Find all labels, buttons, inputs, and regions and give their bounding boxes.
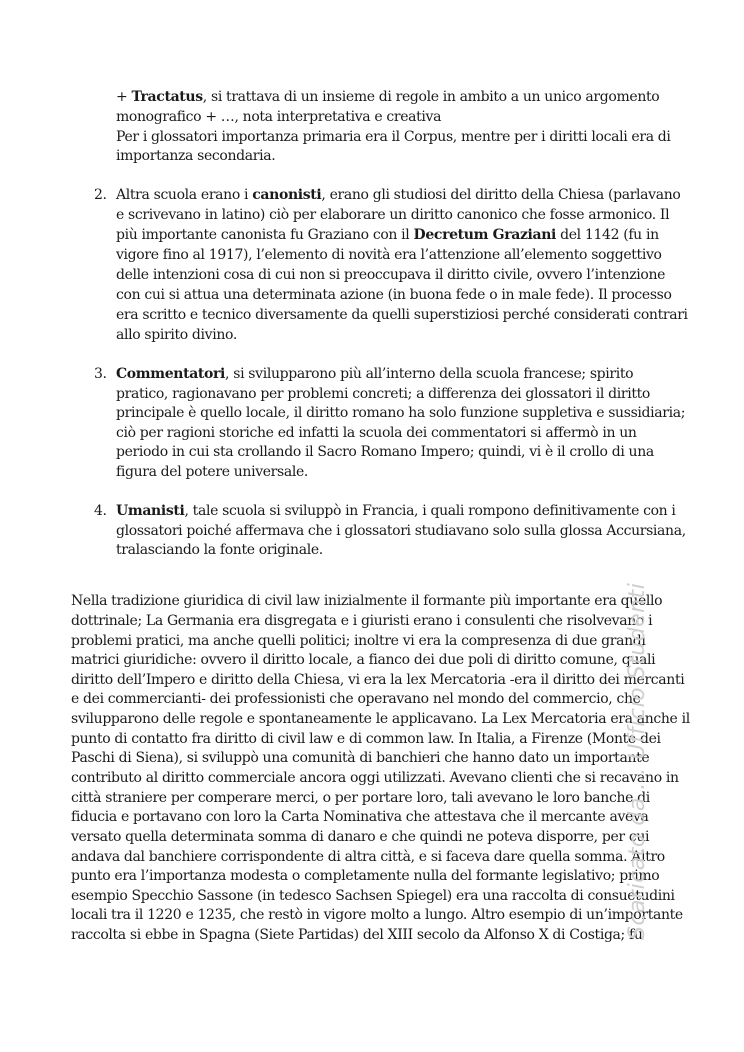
text-line: + Tractatus, si trattava di un insieme di regole in ambito a un unico argomento <box>116 89 660 105</box>
paragraph-line: punto di contatto fra diritto di civil law e di common law. In Italia, a Firenze (Monte dei <box>71 731 661 747</box>
paragraph-line: contributo al diritto commerciale ancora oggi utilizzati. Avevano clienti che si recavano in <box>71 770 679 786</box>
list-item-line: con cui si attua una determinata azione (in buona fede o in male fede). Il processo <box>116 287 672 303</box>
list-number: 4. <box>94 503 107 519</box>
paragraph-line: e dei commercianti- dei professionisti che operavano nel mondo del commercio, che <box>71 691 641 707</box>
paragraph-line: punto era l’importanza modesta o completamente nulla del formante legislativo; primo <box>71 868 660 884</box>
text-line: importanza secondaria. <box>116 148 276 164</box>
paragraph-line: svilupparono delle regole e spontaneamente le applicavano. La Lex Mercatoria era anche il <box>71 711 690 727</box>
list-item-line: Altra scuola erano i canonisti, erano gli studiosi del diritto della Chiesa (parlavano <box>116 187 681 203</box>
paragraph-line: versato quella determinata somma di danaro e che quindi ne poteva disporre, per cui <box>71 829 650 845</box>
list-item-line: allo spirito divino. <box>116 327 237 343</box>
paragraph-line: problemi pratici, ma anche quelli politici; inoltre vi era la compresenza di due grandi <box>71 633 646 649</box>
list-item-line: e scrivevano in latino) ciò per elaborare un diritto canonico che fosse armonico. Il <box>116 207 670 223</box>
list-item-line: era scritto e tecnico diversamente da quelli superstiziosi perché considerati contrari <box>116 307 688 323</box>
list-item-line: tralasciando la fonte originale. <box>116 542 323 558</box>
paragraph-line: fiducia e portavano con loro la Carta Nominativa che attestava che il mercante aveva <box>71 809 649 825</box>
list-number: 3. <box>94 366 107 382</box>
list-item-line: pratico, ragionavano per problemi concreti; a differenza dei glossatori il diritto <box>116 386 650 402</box>
paragraph-line: andava dal banchiere corrispondente di altra città, e si faceva dare quella somma. Altro <box>71 849 665 865</box>
list-item-line: glossatori poiché affermava che i glossatori studiavano solo sulla glossa Accursiana, <box>116 523 686 539</box>
list-number: 2. <box>94 187 107 203</box>
paragraph-line: Paschi di Siena), si sviluppò una comunità di banchieri che hanno dato un importante <box>71 750 650 766</box>
paragraph-line: matrici giuridiche: ovvero il diritto locale, a fianco dei due poli di diritto comune, quali <box>71 652 656 668</box>
list-item-line: ciò per ragioni storiche ed infatti la scuola dei commentatori si affermò in un <box>116 425 637 441</box>
paragraph-line: esempio Specchio Sassone (in tedesco Sachsen Spiegel) era una raccolta di consuetudini <box>71 888 675 904</box>
paragraph-line: locali tra il 1220 e 1235, che restò in vigore molto a lungo. Altro esempio di un’importante <box>71 907 683 923</box>
paragraph-line: diritto dell’Impero e diritto della Chiesa, vi era la lex Mercatoria -era il diritto dei mercanti <box>71 672 685 688</box>
list-item-line: figura del potere universale. <box>116 464 309 480</box>
watermark: Scaricato da ... Ufficio Studenti <box>625 582 650 940</box>
paragraph-line: dottrinale; La Germania era disgregata e i giuristi erano i consulenti che risolvevano i <box>71 613 653 629</box>
text-line: monografico + …, nota interpretativa e creativa <box>116 109 442 125</box>
list-item-line: delle intenzioni cosa di cui non si preoccupava il diritto civile, ovvero l’intenzione <box>116 267 666 283</box>
text-line: Per i glossatori importanza primaria era il Corpus, mentre per i diritti locali era di <box>116 129 671 145</box>
paragraph-line: Nella tradizione giuridica di civil law inizialmente il formante più importante era quello <box>71 593 663 609</box>
list-item-line: più importante canonista fu Graziano con il Decretum Graziani del 1142 (fu in <box>116 227 659 243</box>
list-item-line: Commentatori, si svilupparono più all’interno della scuola francese; spirito <box>116 366 634 382</box>
paragraph-line: città straniere per comperare merci, o per portare loro, tali avevano le loro banche di <box>71 790 650 806</box>
list-item-line: principale è quello locale, il diritto romano ha solo funzione suppletiva e sussidiaria; <box>116 405 686 421</box>
list-item-line: Umanisti, tale scuola si sviluppò in Francia, i quali rompono definitivamente con i <box>116 503 676 519</box>
paragraph-line: raccolta si ebbe in Spagna (Siete Partidas) del XIII secolo da Alfonso X di Costiga; fu <box>71 927 643 943</box>
list-item-line: vigore fino al 1917), l’elemento di novità era l’attenzione all’elemento soggettivo <box>116 247 662 263</box>
list-item-line: periodo in cui sta crollando il Sacro Romano Impero; quindi, vi è il crollo di una <box>116 444 654 460</box>
